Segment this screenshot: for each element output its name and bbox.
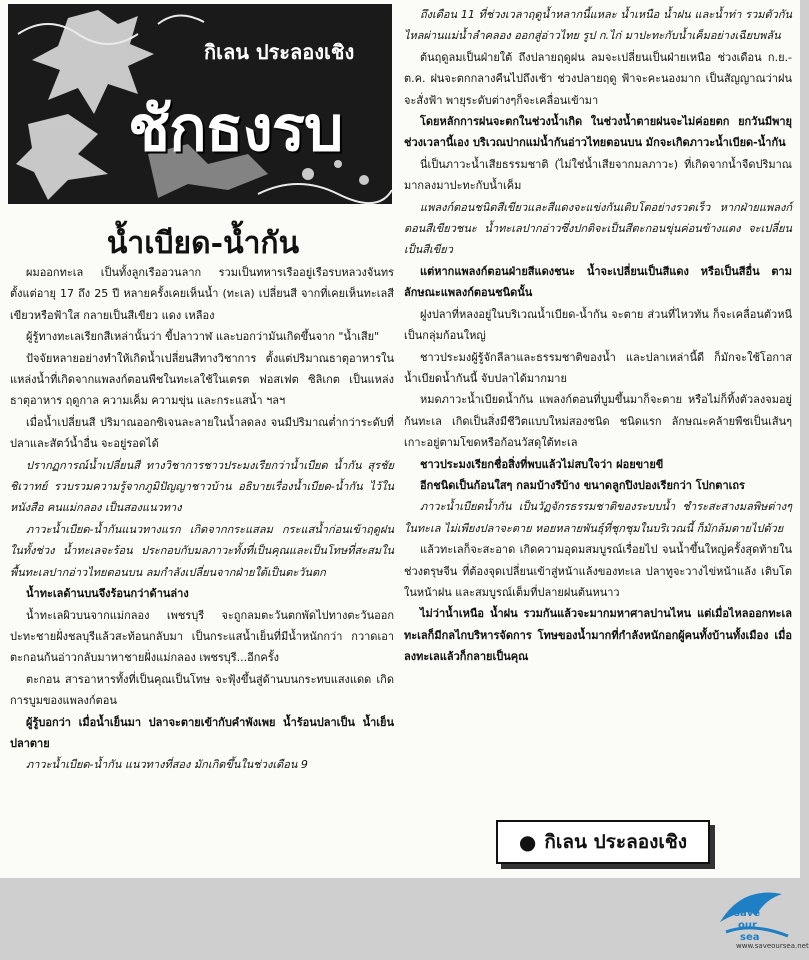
article-paragraph: นี่เป็นภาวะน้ำเสียธรรมชาติ (ไม่ใช่น้ำเสียจากมลภาวะ) ที่เกิดจากน้ำจืดปริมาณมากลงมาปะทะกับน้ำเค็ม: [404, 157, 792, 193]
article-paragraph: ภาวะน้ำเบียดน้ำกัน เป็นวัฏจักรธรรมชาติของระบบน้ำ ชำระสะสางมลพิษต่างๆในทะเล ไม่เพียงปลาจะตาย หอยหลายพันธุ์ที่ชุกชุมในบริเวณนี้ ก็มักล้มตายไปด้วย: [404, 500, 792, 535]
article-paragraph: ปัจจัยหลายอย่างทำให้เกิดน้ำเปลี่ยนสีทางวิชาการ ตั้งแต่ปริมาณธาตุอาหารในแหล่งน้ำที่เกิดจากแพลงก์ตอนพืชในทะเลใช้ในเตรต ฟอสเฟต ซิลิเกต เป็นแหล่งธาตุอาหาร ฤดูกาล ความเค็ม ความขุ่น และกระแสน้ำ ฯลฯ: [10, 351, 394, 408]
column-title: ชักธงรบ: [128, 92, 343, 165]
article-paragraph: ผู้รู้ทางทะเลเรียกสีเหล่านั้นว่า ขี้ปลาวาฬ และบอกว่ามันเกิดขึ้นจาก "น้ำเสีย": [26, 330, 380, 344]
article-column-right: [404, 4, 792, 668]
article-paragraph: โดยหลักการฝนจะตกในช่วงน้ำเกิด ในช่วงน้ำตายฝนจะไม่ค่อยตก ยกวันมีพายุ ช่วงเวลานี้เอง บริเวณปากแม่น้ำกันอ่าวไทยตอนบน มักจะเกิดภาวะน้ำเบียด-น้ำกัน: [404, 115, 792, 150]
article-paragraph: แล้วทะเลก็จะสะอาด เกิดความอุดมสมบูรณ์เรื่อยไป จนน้ำขึ้นใหญ่ครั้งสุดท้ายในช่วงตรุษจีน ที่ต้องจุดเปลี่ยนเข้าสู่หน้าแล้งของทะเล ปลาทูจะวางไข่หน้าแล้ง เติบโตในหน้าฝน และสมบูรณ์เต็มที่ปลายฝนต้นหนาว: [404, 543, 792, 599]
article-paragraph: น้ำทะเลด้านบนจึงร้อนกว่าด้านล่าง: [26, 587, 189, 601]
article-paragraph: อีกชนิดเป็นก้อนใสๆ กลมบ้างรีบ้าง ขนาดลูกปิงปองเรียกว่า โปกตาเถร: [420, 478, 745, 492]
article-paragraph: แพลงก์ตอนชนิดสีเขียวและสีแดงจะแข่งกันเติบโตอย่างรวดเร็ว หากฝ่ายแพลงก์ตอนสีเขียวชนะ น้ำทะเลปากอ่าวซึ่งปกติจะเป็นสีตะกอนขุ่นค่อนข้างแดง จะเปลี่ยนเป็นสีเขียว: [404, 200, 792, 257]
article-paragraph: ชาวประมงเรียกชื่อสิ่งที่พบแล้วไม่สบใจว่า ฝอยขายขี: [420, 457, 664, 471]
bullet-icon: ●: [518, 830, 537, 854]
article-paragraph: ชาวประมงผู้รู้จักลีลาและธรรมชาติของน้ำ และปลาเหล่านี้ดี ก็มักจะใช้โอกาสน้ำเบียดน้ำกันนี้ จับปลาได้มากมาย: [404, 350, 792, 385]
article-paragraph: ฝูงปลาที่หลงอยู่ในบริเวณน้ำเบียด-น้ำกัน จะตาย ส่วนที่ไหวทัน ก็จะเคลื่อนตัวหนีเป็นกลุ่มก้อนใหญ่: [404, 307, 792, 343]
article-paragraph: ตะกอน สารอาหารทั้งที่เป็นคุณเป็นโทษ จะฟุ้งขึ้นสู่ด้านบนกระทบแสงแดด เกิดการบูมของแพลงก์ตอน: [10, 672, 394, 708]
article-paragraph: หมดภาวะน้ำเบียดน้ำกัน แพลงก์ตอนที่บูมขึ้นมาก็จะตาย หรือไม่ก็ทิ้งตัวลงจมอยู่ก้นทะเล เกิดเป็นสิ่งมีชีวิตแบบใหม่สองชนิด ชนิดแรก ลักษณะคล้ายพืชเป็นเส้นๆ เกาะอยู่ตามโขดหรือก้อนวัสดุใต้ทะเล: [404, 393, 792, 450]
column-masthead: [8, 4, 392, 204]
article-column-left: [10, 262, 394, 776]
article-paragraph: ไม่ว่าน้ำเหนือ น้ำฝน รวมกันแล้วจะมากมหาศาลปานไหน แต่เมื่อไหลออกทะเล ทะเลก็มีกลไกบริหารจัดการ โทษของน้ำมากที่กำลังหนักอกผู้คนทั้งบ้านทั้งเมือง เมื่อลงทะเลแล้วก็กลายเป็นคุณ: [404, 607, 792, 664]
article-paragraph: ถึงเดือน 11 ที่ช่วงเวลาฤดูน้ำหลากนี้แหละ น้ำเหนือ น้ำฝน และน้ำท่า รวมตัวกันไหลผ่านแม่น้ำลำคลอง ออกสู่อ่าวไทย รูป ก.ไก่ มาปะทะกับน้ำเค็มอย่างเฉียบพลัน: [404, 8, 792, 43]
article-paragraph: ต้นฤดูลมเป็นฝ่ายใต้ ถึงปลายฤดูฝน ลมจะเปลี่ยนเป็นฝ่ายเหนือ ช่วงเดือน ก.ย.-ต.ค. ฝนจะตกกลางคืนไปถึงเช้า ช่วงปลายฤดู ฟ้าจะคะนองมาก เป็นสัญญาณว่าฝนจะสั่งฟ้า พายุระดับต่างๆก็จะเคลื่อนเข้ามา: [404, 50, 792, 107]
article-paragraph: ปรากฏการณ์น้ำเปลี่ยนสี ทางวิชาการชาวประมงเรียกว่าน้ำเบียด น้ำกัน สุรชัย ชิเวาทย์ รวบรวมความรู้จากภูมิปัญญาชาวบ้าน อธิบายเรื่องน้ำเบียด-น้ำกัน ไว้ในหนังสือ คนแม่กลอง เป็นสองแนวทาง: [10, 458, 394, 515]
article-paragraph: ภาวะน้ำเบียด-น้ำกันแนวทางแรก เกิดจากกระแสลม กระแสน้ำก่อนเข้าฤดูฝนในทั้งช่วง น้ำทะเลจะร้อน ประกอบกับมลภาวะทั้งที่เป็นคุณและเป็นโทษที่สะสมในพื้นทะเลปากอ่าวไทยตอนบน ลมกำลังเปลี่ยนจากฝ่ายใต้เป็นตะวันตก: [10, 522, 394, 579]
article-paragraph: ผมออกทะเล เป็นทั้งลูกเรืออวนลาก รวมเป็นทหารเรืออยู่เรือรบหลวงจันทร ตั้งแต่อายุ 17 ถึง 25 ปี หลายครั้งเคยเห็นน้ำ (ทะเล) เปลี่ยนสี จากที่เคยเห็นทะเลสีเขียวหรือฟ้าใส กลายเป็นสีเขียว แดง เหลือง: [10, 266, 394, 322]
byline-box: [496, 820, 710, 864]
article-paragraph: ผู้รู้บอกว่า เมื่อน้ำเย็นมา ปลาจะตายเข้ากับคำพังเพย น้ำร้อนปลาเป็น น้ำเย็นปลาตาย: [10, 715, 394, 750]
logo-url: www.saveoursea.net: [736, 942, 809, 950]
article-paragraph: เมื่อน้ำเปลี่ยนสี ปริมาณออกซิเจนละลายในน้ำลดลง จนมีปริมาณต่ำกว่าระดับที่ปลาและสัตว์น้ำอื่น จะอยู่รอดได้: [10, 415, 394, 451]
article-paragraph: แต่หากแพลงก์ตอนฝ่ายสีแดงชนะ น้ำจะเปลี่ยนเป็นสีแดง หรือเป็นสีอื่น ตามลักษณะแพลงก์ตอนชนิดนั้น: [404, 264, 792, 300]
author-name-header: กิเลน ประลองเชิง: [204, 40, 355, 64]
article-paragraph: ภาวะน้ำเบียด-น้ำกัน แนวทางที่สอง มักเกิดขึ้นในช่วงเดือน 9: [26, 758, 308, 772]
svg-text:save: save: [734, 908, 761, 919]
svg-text:our: our: [738, 920, 757, 931]
svg-text:sea: sea: [740, 932, 760, 943]
byline-author: กิเลน ประลองเชิง: [544, 831, 688, 853]
article-paragraph: น้ำทะเลผิวบนจากแม่กลอง เพชรบุรี จะถูกลมตะวันตกพัดไปทางตะวันออก ปะทะชายฝั่งชลบุรีแล้วสะท้อนกลับมา เป็นกระแสน้ำเย็นที่มีน้ำหนักกว่า กวาดเอาตะกอนก้นอ่าวกลับมาหาชายฝั่งแม่กลอง เพชรบุรี...อีกครั้ง: [10, 608, 394, 665]
article-headline: น้ำเบียด-น้ำกัน: [106, 226, 300, 261]
